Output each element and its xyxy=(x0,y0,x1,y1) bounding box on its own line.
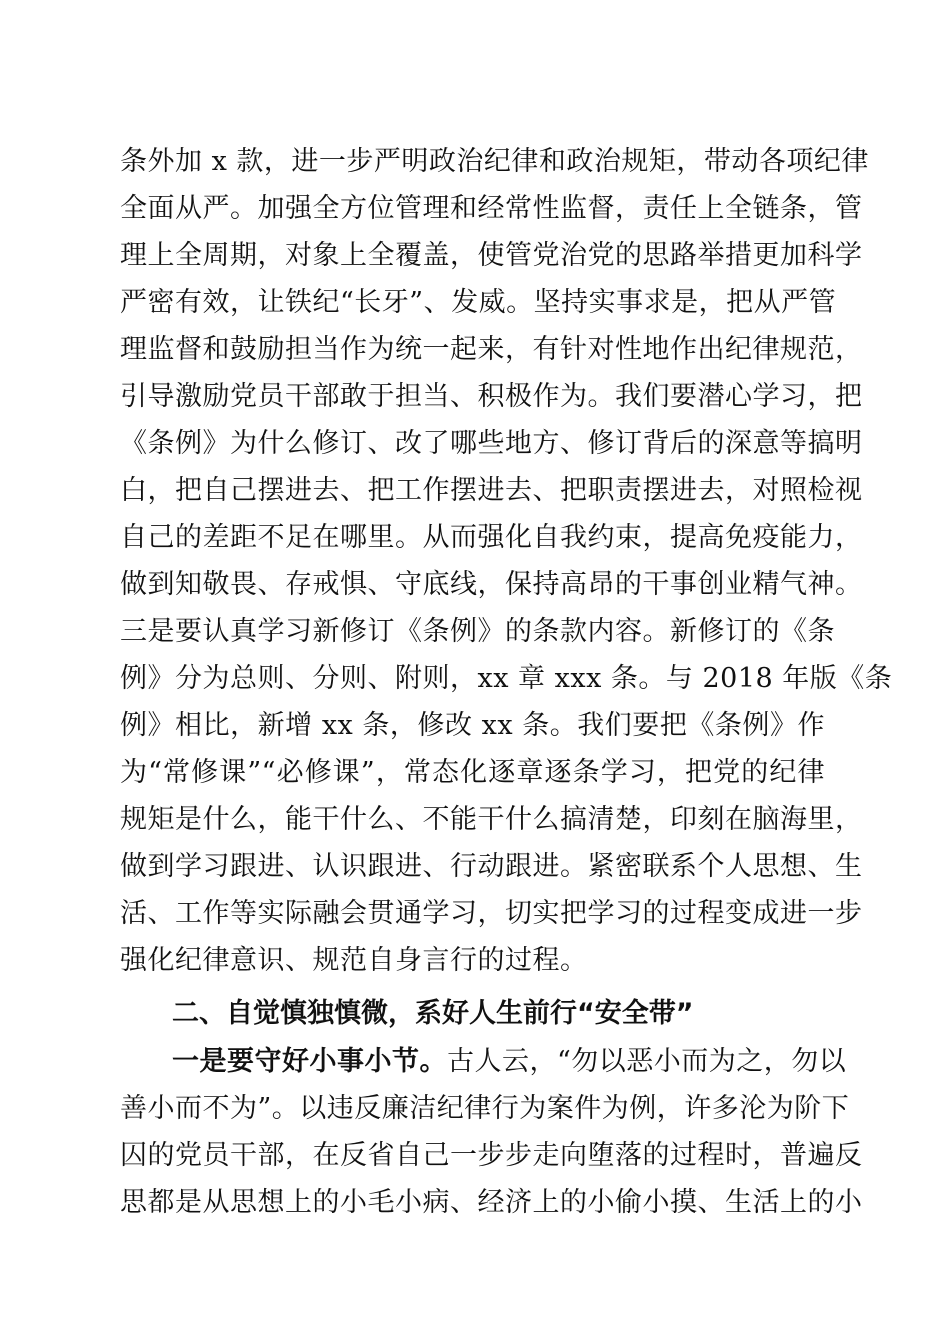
paragraph-line: 条外加 x 款，进一步严明政治纪律和政治规矩，带动各项纪律 xyxy=(120,146,869,177)
paragraph-line: 善小而不为”。以违反廉洁纪律行为案件为例，许多沦为阶下 xyxy=(120,1093,850,1124)
paragraph-line: 理监督和鼓励担当作为统一起来，有针对性地作出纪律规范， xyxy=(120,334,863,365)
paragraph-line: 规矩是什么，能干什么、不能干什么搞清楚，印刻在脑海里， xyxy=(120,804,863,835)
paragraph-line: 自己的差距不足在哪里。从而强化自我约束，提高免疫能力， xyxy=(120,522,863,553)
subsection-lead: 一是要守好小事小节。 xyxy=(172,1046,447,1077)
paragraph-line: 《条例》为什么修订、改了哪些地方、修订背后的深意等搞明 xyxy=(120,428,863,459)
paragraph-line xyxy=(172,1042,847,1082)
paragraph-line: 思都是从思想上的小毛小病、经济上的小偷小摸、生活上的小 xyxy=(120,1187,863,1218)
paragraph-line: 强化纪律意识、规范自身言行的过程。 xyxy=(120,945,588,976)
paragraph-line: 囚的党员干部，在反省自己一步步走向堕落的过程时，普遍反 xyxy=(120,1140,863,1171)
paragraph-line: 白，把自己摆进去、把工作摆进去、把职责摆进去，对照检视 xyxy=(120,475,863,506)
paragraph-line: 引导激励党员干部敢于担当、积极作为。我们要潜心学习，把 xyxy=(120,381,863,412)
paragraph-line: 例》相比，新增 xx 条，修改 xx 条。我们要把《条例》作 xyxy=(120,710,825,741)
paragraph-line: 理上全周期，对象上全覆盖，使管党治党的思路举措更加科学 xyxy=(120,240,863,271)
section-heading: 二、自觉慎独慎微，系好人生前行“安全带” xyxy=(172,998,694,1029)
paragraph-line: 三是要认真学习新修订《条例》的条款内容。新修订的《条 xyxy=(120,616,835,647)
paragraph-text: 古人云，“勿以恶小而为之，勿以 xyxy=(447,1046,847,1077)
paragraph-line: 做到知敬畏、存戒惧、守底线，保持高昂的干事创业精气神。 xyxy=(120,569,863,600)
paragraph-line: 严密有效，让铁纪“长牙”、发威。坚持实事求是，把从严管 xyxy=(120,287,837,318)
paragraph-line: 例》分为总则、分则、附则，xx 章 xxx 条。与 2018 年版《条 xyxy=(120,663,893,694)
paragraph-line: 活、工作等实际融会贯通学习，切实把学习的过程变成进一步 xyxy=(120,898,863,929)
paragraph-line: 为“常修课”“必修课”，常态化逐章逐条学习，把党的纪律 xyxy=(120,757,825,788)
paragraph-line: 做到学习跟进、认识跟进、行动跟进。紧密联系个人思想、生 xyxy=(120,851,863,882)
paragraph-line: 全面从严。加强全方位管理和经常性监督，责任上全链条，管 xyxy=(120,193,863,224)
